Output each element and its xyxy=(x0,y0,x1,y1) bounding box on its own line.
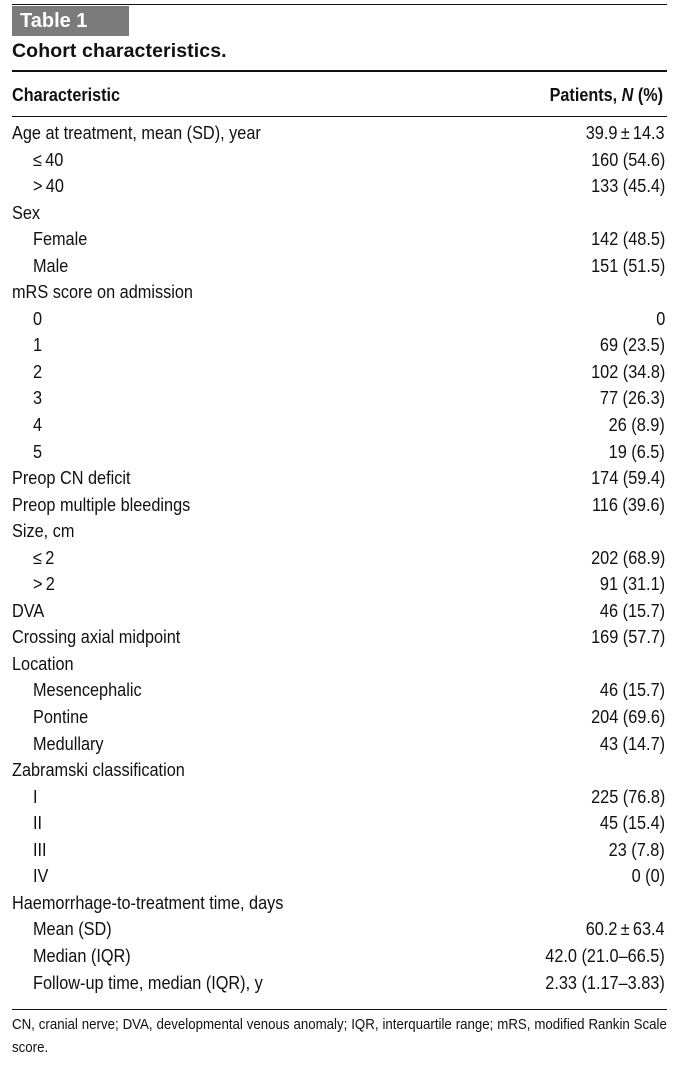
table-row xyxy=(12,465,667,492)
table-row xyxy=(12,757,667,784)
row-patients-value: 102 (34.8) xyxy=(590,360,665,382)
table-row xyxy=(12,120,667,147)
row-characteristic: Zabramski classification xyxy=(12,759,185,781)
table-row xyxy=(12,863,667,890)
row-characteristic: Mean (SD) xyxy=(33,918,112,940)
top-rule xyxy=(12,4,667,5)
row-patients-value: 60.2 ± 63.4 xyxy=(586,918,665,940)
row-characteristic: Size, cm xyxy=(12,520,75,542)
table-row xyxy=(12,970,667,997)
header-top-rule xyxy=(12,70,667,72)
row-patients-value: 160 (54.6) xyxy=(590,148,665,170)
table-row xyxy=(12,439,667,466)
row-patients-value: 116 (39.6) xyxy=(591,493,665,515)
table-row xyxy=(12,704,667,731)
table-row xyxy=(12,545,667,572)
row-patients-value: 142 (48.5) xyxy=(590,228,665,250)
column-header-patients xyxy=(550,85,663,106)
row-characteristic: 0 xyxy=(33,307,43,329)
row-characteristic: > 2 xyxy=(33,573,55,595)
table-row xyxy=(12,359,667,386)
row-characteristic: Haemorrhage-to-treatment time, days xyxy=(12,891,284,913)
table-row xyxy=(12,147,667,174)
table-row xyxy=(12,810,667,837)
row-characteristic: Preop multiple bleedings xyxy=(12,493,191,515)
patients-header-prefix: Patients, xyxy=(549,85,622,105)
row-characteristic: 4 xyxy=(33,414,43,436)
row-characteristic: Location xyxy=(12,652,74,674)
table-row xyxy=(12,677,667,704)
row-characteristic: I xyxy=(33,785,38,807)
row-patients-value: 91 (31.1) xyxy=(599,573,665,595)
row-characteristic: mRS score on admission xyxy=(12,281,193,303)
table-row xyxy=(12,916,667,943)
table-row xyxy=(12,412,667,439)
row-patients-value: 169 (57.7) xyxy=(590,626,665,648)
row-patients-value: 0 (0) xyxy=(631,865,665,887)
row-characteristic: Mesencephalic xyxy=(33,679,142,701)
row-patients-value: 45 (15.4) xyxy=(599,812,665,834)
row-patients-value: 77 (26.3) xyxy=(599,387,665,409)
row-patients-value: 204 (69.6) xyxy=(590,706,665,728)
row-characteristic: Follow-up time, median (IQR), y xyxy=(33,971,263,993)
row-characteristic: Pontine xyxy=(33,706,89,728)
row-characteristic: > 40 xyxy=(33,175,64,197)
table-row xyxy=(12,385,667,412)
row-characteristic: IV xyxy=(33,865,49,887)
row-patients-value: 42.0 (21.0–66.5) xyxy=(545,944,665,966)
row-characteristic: 3 xyxy=(33,387,43,409)
table-row xyxy=(12,571,667,598)
patients-header-n: N xyxy=(621,85,634,105)
table-row xyxy=(12,279,667,306)
row-characteristic: ≤ 2 xyxy=(33,546,55,568)
table-footnote: CN, cranial nerve; DVA, developmental venous anomaly; IQR, interquartile range; mRS, modified Rankin Scale score. xyxy=(12,1016,667,1056)
row-patients-value: 225 (76.8) xyxy=(590,785,665,807)
table-row xyxy=(12,943,667,970)
table-row xyxy=(12,890,667,917)
row-characteristic: 1 xyxy=(33,334,43,356)
row-patients-value: 0 xyxy=(655,307,665,329)
table-row xyxy=(12,332,667,359)
row-characteristic: Preop CN deficit xyxy=(12,467,131,489)
row-characteristic: III xyxy=(33,838,47,860)
table-row xyxy=(12,837,667,864)
table-row xyxy=(12,651,667,678)
table-row xyxy=(12,306,667,333)
table-row xyxy=(12,492,667,519)
table-row xyxy=(12,624,667,651)
patients-header-suffix: (%) xyxy=(633,85,663,105)
row-characteristic: II xyxy=(33,812,43,834)
table-label: Table 1 xyxy=(12,6,129,36)
row-patients-value: 133 (45.4) xyxy=(590,175,665,197)
row-patients-value: 202 (68.9) xyxy=(590,546,665,568)
footer-rule xyxy=(12,1009,667,1010)
row-patients-value: 26 (8.9) xyxy=(608,414,665,436)
table-row xyxy=(12,173,667,200)
row-characteristic: Male xyxy=(33,254,69,276)
header-bottom-rule xyxy=(12,116,667,117)
row-characteristic: Female xyxy=(33,228,88,250)
row-patients-value: 2.33 (1.17–3.83) xyxy=(545,971,665,993)
row-characteristic: ≤ 40 xyxy=(33,148,64,170)
row-patients-value: 151 (51.5) xyxy=(590,254,665,276)
row-characteristic: Median (IQR) xyxy=(33,944,131,966)
row-characteristic: Sex xyxy=(12,201,41,223)
row-characteristic: 2 xyxy=(33,360,43,382)
row-patients-value: 19 (6.5) xyxy=(608,440,665,462)
table-row xyxy=(12,784,667,811)
row-patients-value: 43 (14.7) xyxy=(599,732,665,754)
table-body xyxy=(12,120,667,996)
row-patients-value: 46 (15.7) xyxy=(599,599,665,621)
table-title: Cohort characteristics. xyxy=(12,40,227,62)
table-row xyxy=(12,253,667,280)
row-characteristic: DVA xyxy=(12,599,45,621)
row-patients-value: 69 (23.5) xyxy=(599,334,665,356)
table-row xyxy=(12,731,667,758)
table-row xyxy=(12,200,667,227)
row-patients-value: 174 (59.4) xyxy=(590,467,665,489)
table-row xyxy=(12,226,667,253)
row-characteristic: Medullary xyxy=(33,732,104,754)
row-patients-value: 39.9 ± 14.3 xyxy=(586,122,665,143)
table-row xyxy=(12,518,667,545)
row-characteristic: 5 xyxy=(33,440,43,462)
row-patients-value: 23 (7.8) xyxy=(608,838,665,860)
row-characteristic: Crossing axial midpoint xyxy=(12,626,181,648)
column-header-characteristic: Characteristic xyxy=(12,85,121,105)
row-patients-value: 46 (15.7) xyxy=(599,679,665,701)
row-characteristic: Age at treatment, mean (SD), year xyxy=(12,122,261,143)
table-row xyxy=(12,598,667,625)
